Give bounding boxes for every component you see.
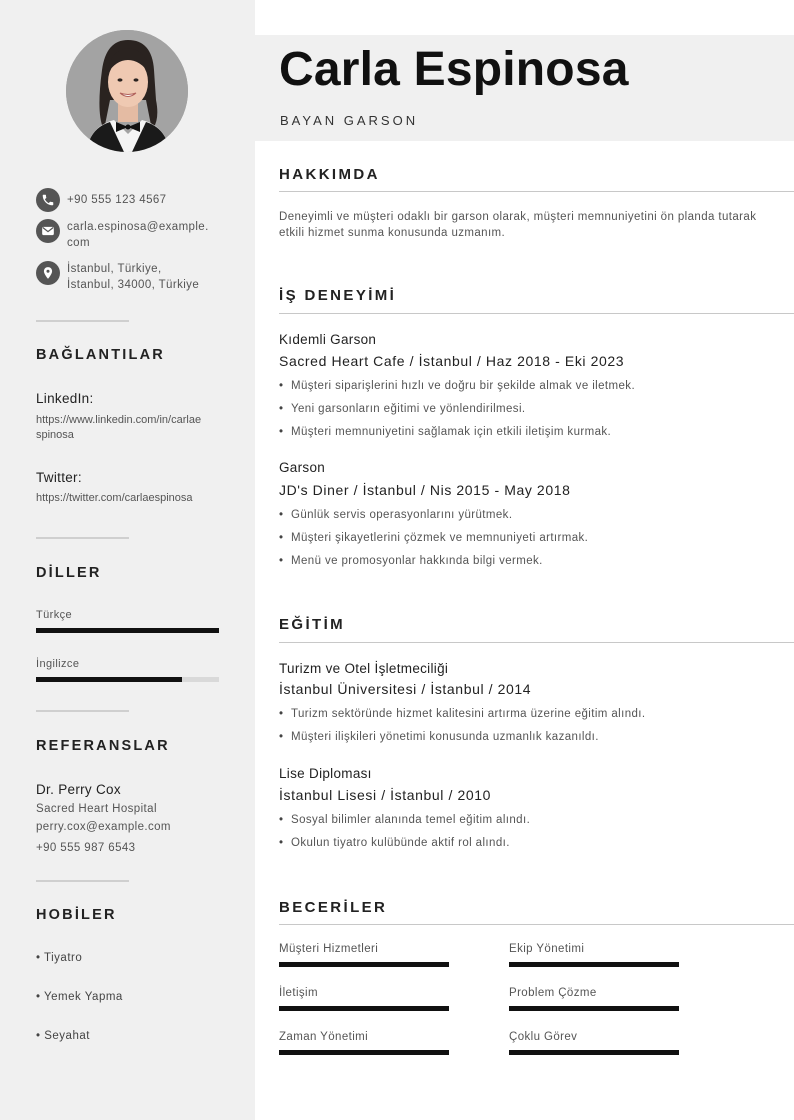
- phone-text: +90 555 123 4567: [67, 194, 167, 206]
- job-title: Kıdemli Garson: [279, 332, 377, 347]
- languages-heading: DİLLER: [36, 565, 102, 581]
- bullet-text: Müşteri memnuniyetini sağlamak için etkili iletişim kurmak.: [291, 426, 612, 438]
- avatar: [66, 30, 188, 152]
- job-bullet: • Müşteri şikayetlerini çözmek ve memnuniyeti artırmak.: [279, 532, 589, 544]
- bullet-text: Müşteri şikayetlerini çözmek ve memnuniyeti artırmak.: [291, 532, 589, 544]
- contact-phone: [36, 188, 236, 212]
- sidebar: [0, 0, 255, 1120]
- job-title: Garson: [279, 460, 326, 475]
- language-name: İngilizce: [36, 658, 80, 670]
- hobby-label: Tiyatro: [44, 952, 83, 964]
- twitter-label: Twitter:: [36, 470, 82, 485]
- contact-email: [36, 219, 236, 251]
- job-bullet: • Müşteri siparişlerini hızlı ve doğru bir şekilde almak ve iletmek.: [279, 380, 636, 392]
- skill-level-bar: [279, 1050, 449, 1055]
- skill-level-fill: [279, 962, 449, 967]
- about-text: Deneyimli ve müşteri odaklı bir garson olarak, müşteri memnuniyetini ön planda tutarak etkili hizmet sunma konusunda uzmanım.: [279, 211, 757, 239]
- hobby-label: Seyahat: [44, 1030, 90, 1042]
- profile-photo: [66, 30, 188, 152]
- address-line-1: İstanbul, Türkiye,: [67, 263, 162, 275]
- skill-level-fill: [509, 962, 679, 967]
- language-level-bar: [36, 677, 219, 682]
- sidebar-divider: [36, 537, 129, 539]
- reference-phone: +90 555 987 6543: [36, 842, 136, 854]
- bullet-text: Menü ve promosyonlar hakkında bilgi vermek.: [291, 555, 543, 567]
- reference-org: Sacred Heart Hospital: [36, 803, 157, 815]
- bullet-text: Yeni garsonların eğitimi ve yönlendirilmesi.: [291, 403, 526, 415]
- links-heading: BAĞLANTILAR: [36, 347, 165, 363]
- section-rule: [279, 924, 794, 925]
- hobbies-heading: HOBİLER: [36, 907, 117, 923]
- contact-address: [36, 261, 236, 293]
- skill-name: Çoklu Görev: [509, 1031, 578, 1043]
- section-rule: [279, 313, 794, 314]
- skills-heading: BECERİLER: [279, 899, 388, 916]
- address-text: [67, 261, 199, 293]
- about-heading: HAKKIMDA: [279, 166, 380, 183]
- bullet-text: Okulun tiyatro kulübünde aktif rol alındı.: [291, 837, 510, 849]
- hobby-item: • Yemek Yapma: [36, 991, 123, 1003]
- bullet-text: Müşteri ilişkileri yönetimi konusunda uzmanlık kazanıldı.: [291, 731, 599, 743]
- language-level-fill: [36, 677, 182, 682]
- section-rule: [279, 642, 794, 643]
- degree-details: İstanbul Lisesi / İstanbul / 2010: [279, 787, 492, 803]
- job-title-header: BAYAN GARSON: [280, 113, 419, 128]
- bullet-text: Turizm sektöründe hizmet kalitesini artırma üzerine eğitim alındı.: [291, 708, 646, 720]
- degree-details: İstanbul Üniversitesi / İstanbul / 2014: [279, 681, 532, 697]
- sidebar-divider: [36, 880, 129, 882]
- job-bullet: • Menü ve promosyonlar hakkında bilgi vermek.: [279, 555, 543, 567]
- degree-title: Lise Diploması: [279, 766, 372, 781]
- skill-level-fill: [509, 1006, 679, 1011]
- job-bullet: • Müşteri memnuniyetini sağlamak için etkili iletişim kurmak.: [279, 426, 612, 438]
- location-pin-icon: [36, 261, 60, 285]
- references-heading: REFERANSLAR: [36, 738, 170, 754]
- education-heading: EĞİTİM: [279, 616, 346, 633]
- bullet-text: Müşteri siparişlerini hızlı ve doğru bir şekilde almak ve iletmek.: [291, 380, 636, 392]
- skill-level-fill: [279, 1006, 449, 1011]
- language-level-fill: [36, 628, 219, 633]
- skill-level-bar: [279, 962, 449, 967]
- reference-email[interactable]: perry.cox@example.com: [36, 821, 171, 833]
- education-bullet: • Okulun tiyatro kulübünde aktif rol alındı.: [279, 837, 510, 849]
- skill-level-bar: [279, 1006, 449, 1011]
- phone-icon: [36, 188, 60, 212]
- hobby-item: • Tiyatro: [36, 952, 83, 964]
- hobby-item: • Seyahat: [36, 1030, 90, 1042]
- linkedin-label: LinkedIn:: [36, 391, 94, 406]
- job-details: JD's Diner / İstanbul / Nis 2015 - May 2018: [279, 482, 571, 498]
- skill-level-fill: [279, 1050, 449, 1055]
- skill-level-bar: [509, 1006, 679, 1011]
- experience-heading: İŞ DENEYİMİ: [279, 287, 397, 304]
- bullet-text: Günlük servis operasyonlarını yürütmek.: [291, 509, 513, 521]
- skill-name: Ekip Yönetimi: [509, 943, 585, 955]
- address-line-2: İstanbul, 34000, Türkiye: [67, 279, 200, 291]
- reference-name: Dr. Perry Cox: [36, 782, 121, 797]
- section-rule: [279, 191, 794, 192]
- skill-name: Zaman Yönetimi: [279, 1031, 369, 1043]
- twitter-url[interactable]: https://twitter.com/carlaespinosa: [36, 492, 193, 504]
- email-icon: [36, 219, 60, 243]
- email-line-2: com: [67, 237, 90, 249]
- language-level-bar: [36, 628, 219, 633]
- sidebar-divider: [36, 320, 129, 322]
- skill-level-fill: [509, 1050, 679, 1055]
- skill-level-bar: [509, 1050, 679, 1055]
- skill-name: İletişim: [279, 987, 318, 999]
- linkedin-url-line-1[interactable]: https://www.linkedin.com/in/carlae: [36, 414, 202, 426]
- hobby-label: Yemek Yapma: [44, 991, 123, 1003]
- skill-name: Müşteri Hizmetleri: [279, 943, 379, 955]
- email-line-1: carla.espinosa@example.: [67, 221, 209, 233]
- skill-name: Problem Çözme: [509, 987, 597, 999]
- job-details: Sacred Heart Cafe / İstanbul / Haz 2018 - Eki 2023: [279, 353, 625, 369]
- job-bullet: • Yeni garsonların eğitimi ve yönlendirilmesi.: [279, 403, 526, 415]
- education-bullet: • Turizm sektöründe hizmet kalitesini artırma üzerine eğitim alındı.: [279, 708, 646, 720]
- skill-level-bar: [509, 962, 679, 967]
- job-bullet: • Günlük servis operasyonlarını yürütmek.: [279, 509, 513, 521]
- linkedin-url-line-2[interactable]: spinosa: [36, 429, 74, 441]
- sidebar-divider: [36, 710, 129, 712]
- education-bullet: • Müşteri ilişkileri yönetimi konusunda uzmanlık kazanıldı.: [279, 731, 599, 743]
- email-text: [67, 219, 209, 251]
- language-name: Türkçe: [36, 609, 73, 621]
- bullet-text: Sosyal bilimler alanında temel eğitim alındı.: [291, 814, 531, 826]
- linkedin-url[interactable]: [36, 413, 226, 443]
- education-bullet: • Sosyal bilimler alanında temel eğitim alındı.: [279, 814, 531, 826]
- person-name: Carla Espinosa: [279, 43, 629, 96]
- degree-title: Turizm ve Otel İşletmeciliği: [279, 661, 449, 676]
